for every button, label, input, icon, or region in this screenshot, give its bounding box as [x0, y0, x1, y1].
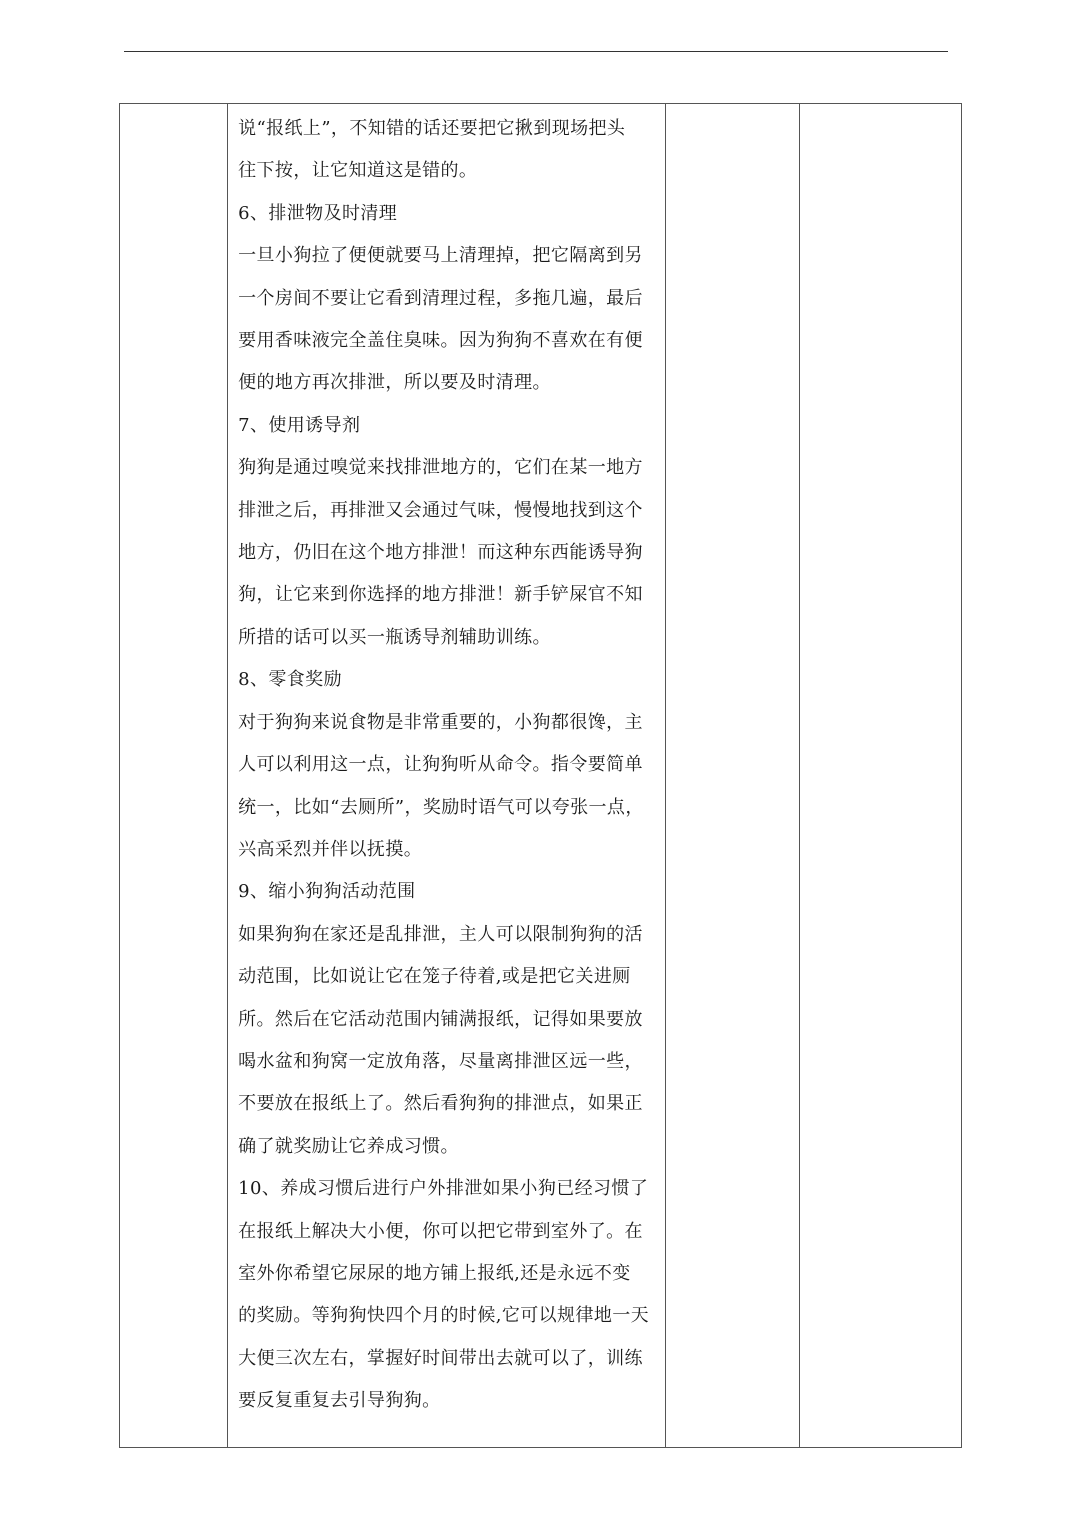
content-text: [228, 104, 665, 1423]
table-cell-content: [228, 104, 666, 1448]
table-cell-right: [799, 104, 961, 1448]
section-heading: 8、零食奖励: [238, 669, 342, 691]
text-line: 排泄之后，再排泄又会通过气味，慢慢地找到这个: [238, 499, 643, 521]
text-line: 要反复重复去引导狗狗。: [238, 1390, 441, 1412]
text-line: 地方，仍旧在这个地方排泄！而这种东西能诱导狗: [238, 542, 643, 564]
section-heading: 6、排泄物及时清理: [238, 202, 398, 224]
text-line: 要用香味液完全盖住臭味。因为狗狗不喜欢在有便: [238, 330, 643, 352]
text-line: 喝水盆和狗窝一定放角落，尽量离排泄区远一些，: [238, 1050, 643, 1072]
section-heading: 10、养成习惯后进行户外排泄如果小狗已经习惯了: [238, 1178, 649, 1200]
text-line: 确了就奖励让它养成习惯。: [238, 1135, 459, 1157]
text-line: 人可以利用这一点，让狗狗听从命令。指令要简单: [238, 754, 643, 776]
text-line: 狗狗是通过嗅觉来找排泄地方的，它们在某一地方: [238, 457, 643, 479]
text-line: 大便三次左右，掌握好时间带出去就可以了，训练: [238, 1347, 643, 1369]
text-line: 往下按，让它知道这是错的。: [238, 160, 478, 182]
table-row: [120, 104, 962, 1448]
text-line: 的奖励。等狗狗快四个月的时候,它可以规律地一天: [238, 1305, 650, 1327]
text-line: 在报纸上解决大小便，你可以把它带到室外了。在: [238, 1220, 643, 1242]
text-line: 兴高采烈并伴以抚摸。: [238, 838, 423, 860]
table-cell-left: [120, 104, 228, 1448]
text-line: 说“报纸上”，不知错的话还要把它揪到现场把头: [238, 118, 626, 139]
text-line: 所。然后在它活动范围内铺满报纸，记得如果要放: [238, 1008, 643, 1030]
text-line: 动范围，比如说让它在笼子待着,或是把它关进厕: [238, 966, 631, 988]
text-line: 所措的话可以买一瓶诱导剂辅助训练。: [238, 626, 551, 648]
document-table: [119, 103, 962, 1448]
text-line: 对于狗狗来说食物是非常重要的，小狗都很馋，主: [238, 711, 643, 733]
text-line: 室外你希望它尿尿的地方铺上报纸,还是永远不变: [238, 1262, 631, 1284]
text-line: 一个房间不要让它看到清理过程，多拖几遍，最后: [238, 287, 643, 309]
section-heading: 9、缩小狗狗活动范围: [238, 881, 416, 903]
table-cell-third: [665, 104, 799, 1448]
text-line: 统一，比如“去厕所”，奖励时语气可以夸张一点，: [238, 796, 644, 818]
text-line: 如果狗狗在家还是乱排泄，主人可以限制狗狗的活: [238, 923, 643, 945]
text-line: 一旦小狗拉了便便就要马上清理掉，把它隔离到另: [238, 245, 643, 267]
text-line: 狗，让它来到你选择的地方排泄！新手铲屎官不知: [238, 584, 643, 606]
header-rule: [124, 51, 948, 52]
text-line: 不要放在报纸上了。然后看狗狗的排泄点，如果正: [238, 1093, 643, 1115]
text-line: 便的地方再次排泄，所以要及时清理。: [238, 372, 551, 394]
section-heading: 7、使用诱导剂: [238, 414, 361, 436]
